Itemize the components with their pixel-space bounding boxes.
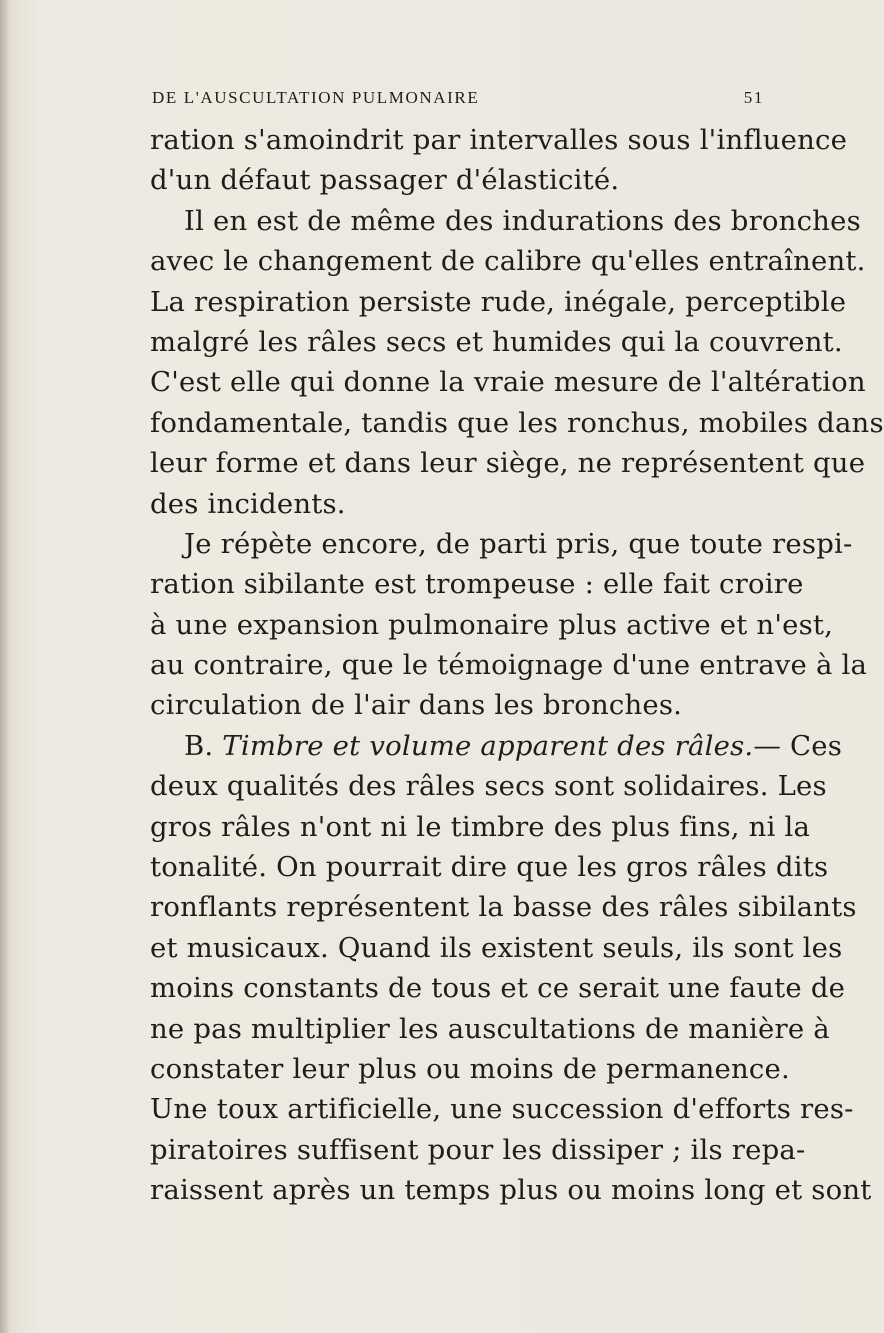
text-line: [150, 564, 804, 604]
running-title: DE L'AUSCULTATION PULMONAIRE: [152, 88, 480, 107]
section-label-wrap: [184, 726, 753, 766]
text-line-content: gros râles n'ont ni le timbre des plus fins, ni la: [150, 810, 811, 843]
text-line: [150, 362, 866, 402]
text-line-content: circulation de l'air dans les bronches.: [150, 689, 683, 722]
text-line-content: des incidents.: [150, 487, 346, 520]
text-line-content: à une expansion pulmonaire plus active et n'est,: [150, 608, 834, 641]
text-line-content: Une toux artificielle, une succession d'efforts res-: [150, 1093, 854, 1126]
text-line: [150, 605, 834, 645]
text-line-content: malgré les râles secs et humides qui la couvrent.: [150, 325, 843, 358]
text-line-content: deux qualités des râles secs sont solidaires. Les: [150, 770, 827, 803]
text-line-content: d'un défaut passager d'élasticité.: [150, 164, 620, 197]
text-line: [150, 807, 811, 847]
text-line: [150, 645, 868, 685]
text-line-content: constater leur plus ou moins de permanence.: [150, 1052, 790, 1085]
text-line-content: La respiration persiste rude, inégale, perceptible: [150, 285, 847, 318]
running-head: [152, 88, 764, 110]
text-line-content: et musicaux. Quand ils existent seuls, ils sont les: [150, 931, 843, 964]
text-line: [150, 120, 848, 160]
text-line: [150, 766, 827, 806]
text-line-content: ration sibilante est trompeuse : elle fait croire: [150, 568, 804, 601]
text-line: [150, 322, 843, 362]
text-line: [150, 847, 829, 887]
text-line-content: au contraire, que le témoignage d'une entrave à la: [150, 649, 868, 682]
text-line: [150, 887, 857, 927]
text-line: [150, 241, 866, 281]
text-line-content: ration s'amoindrit par intervalles sous l'influence: [150, 124, 848, 156]
section-title: Timbre et volume apparent des râles.: [222, 729, 754, 762]
text-line: [150, 1089, 854, 1129]
text-line-content: moins constants de tous et ce serait une faute de: [150, 972, 846, 1005]
text-line-content: avec le changement de calibre qu'elles entraînent.: [150, 245, 866, 278]
text-line-content: C'est elle qui donne la vraie mesure de l'altération: [150, 366, 866, 399]
text-line: [150, 443, 866, 483]
text-line-content: fondamentale, tandis que les ronchus, mobiles dans: [150, 406, 884, 439]
text-line: [150, 160, 766, 200]
section-heading-line: [150, 726, 843, 766]
text-line: [150, 403, 884, 443]
text-line-content: tonalité. On pourrait dire que les gros râles dits: [150, 851, 829, 884]
text-line: [150, 1009, 830, 1049]
text-line: [150, 928, 843, 968]
text-line: [150, 1170, 872, 1210]
body-text: [150, 120, 884, 1211]
text-line: [150, 524, 853, 564]
text-line: [150, 282, 847, 322]
section-suffix: — Ces: [753, 729, 843, 762]
text-line: [150, 1049, 790, 1089]
binding-shadow: [0, 0, 10, 1333]
text-line-content: piratoires suffisent pour les dissiper ; ils repa-: [150, 1133, 806, 1166]
text-line: [150, 1130, 806, 1170]
text-line-content: ne pas multiplier les auscultations de manière à: [150, 1012, 830, 1045]
text-line: [150, 968, 846, 1008]
text-line-content: ronflants représentent la basse des râles sibilants: [150, 891, 857, 924]
text-line-content: Il en est de même des indurations des bronches: [184, 204, 861, 237]
text-line-content: Je répète encore, de parti pris, que toute respi-: [184, 527, 853, 560]
text-line: [150, 484, 766, 524]
text-line-content: leur forme et dans leur siège, ne représentent que: [150, 447, 866, 480]
text-line: [150, 685, 766, 725]
text-line-content: raissent après un temps plus ou moins long et sont: [150, 1174, 872, 1207]
section-heading: [184, 726, 843, 766]
section-label: B.: [184, 729, 223, 762]
page-number: 51: [743, 88, 764, 107]
text-line: [150, 201, 861, 241]
